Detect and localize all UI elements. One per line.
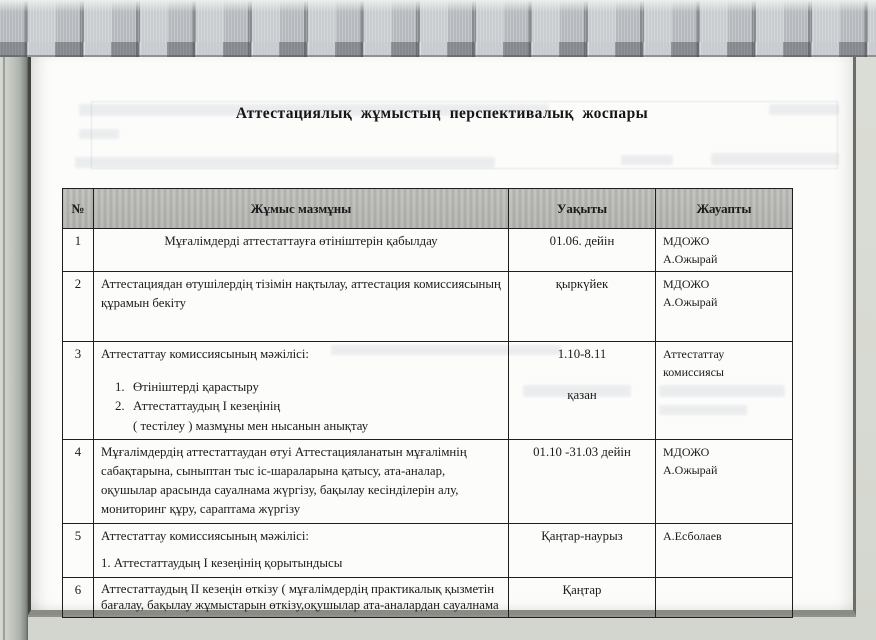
responsible-org: МДОЖО [663,277,710,291]
list-item-text: Аттестаттаудың I кезеңінің [133,399,281,414]
list-item [101,378,501,397]
time-cell: Қаңтар-наурыз [509,523,656,577]
list-item-continuation [101,417,501,436]
row-number-cell: 6 [63,577,94,618]
book-gutter-edge [0,57,28,640]
time-cell: 01.10 -31.03 дейін [509,439,656,523]
responsible-person: А.Ожырай [663,295,718,309]
row-number-cell: 5 [63,523,94,577]
header-cell-work-content: Жұмыс мазмұны [94,189,509,229]
responsible-cell [656,523,793,577]
bleedthrough-artifact [711,153,839,165]
responsible-person: А.Ожырай [663,252,718,266]
work-content-cell [94,523,509,577]
time-range: 1.10-8.11 [557,347,607,361]
responsible-cell [656,439,793,523]
time-cell: қыркүйек [509,272,656,342]
list-item-number [115,417,133,436]
list-item-number: 1. [115,380,125,395]
list-item-number: 2. [115,399,125,414]
work-content-cell: Аттестациядан өтушілердің тізімін нақтылау, аттестация комиссиясының құрамын бекіту [94,272,509,342]
responsible-cell [656,229,793,272]
row-number-cell: 4 [63,439,94,523]
responsible-org: МДОЖО [663,234,710,248]
bleedthrough-artifact [75,157,495,168]
list-item [101,397,501,416]
spacer [101,364,501,378]
comb-binding [0,0,876,57]
header-cell-time: Уақыты [509,189,656,229]
page-title: Аттестациялық жұмыстың перспективалық жоспары [235,105,649,122]
work-content-cell: Аттестаттаудың II кезеңін өткізу ( мұғалімдердің практикалық қызметін бағалау, бақылау жұмыстарын өткізу,оқушылар ата-аналардан сауалнама [94,577,509,618]
work-content-heading: Аттестаттау комиссиясының мәжілісі: [101,528,309,543]
table-row [63,272,793,342]
table-row [63,229,793,272]
table-row [63,439,793,523]
work-content-cell [94,342,509,440]
responsible-person: А.Ожырай [663,462,718,477]
responsible-cell [656,577,793,618]
responsible-org: МДОЖО [663,444,710,459]
row-number-cell: 1 [63,229,94,272]
list-item-text: ( тестілеу ) мазмұны мен нысанын анықтау [133,418,369,433]
responsible-person: А.Есболаев [663,528,722,543]
responsible-org: Аттестаттау комиссиясы [663,347,725,379]
table-row [63,523,793,577]
table-header-row [63,189,793,229]
row-number-cell: 3 [63,342,94,440]
table-row [63,342,793,440]
time-cell: Қаңтар [509,577,656,618]
bleedthrough-artifact [621,155,673,165]
row-number-cell: 2 [63,272,94,342]
bleedthrough-artifact [79,129,119,139]
time-month: қазан [567,388,597,403]
work-content-subitem: 1. Аттестаттаудың I кезеңінің қорытындысы [101,555,343,570]
table-row [63,577,793,618]
spacer [516,364,648,386]
scanned-page [28,57,856,615]
work-content-heading: Аттестаттау комиссиясының мәжілісі: [101,347,309,361]
attestation-plan-table [62,188,793,618]
work-content-cell: Мұғалімдерді аттестаттауға өтініштерін қабылдау [94,229,509,272]
list-item-text: Өтініштерді қарастыру [133,380,259,395]
header-cell-responsible: Жауапты [656,189,793,229]
spacer [101,546,501,554]
header-cell-number: № [63,189,94,229]
responsible-cell [656,342,793,440]
time-cell: 01.06. дейін [509,229,656,272]
work-content-cell: Мұғалімдердің аттестаттаудан өтуі Аттестацияланатын мұғалімнің сабақтарына, сыныптан тыс іс-шараларына қатысу, ата-аналар, оқушылар арасында сауалнама жүргізу, бақылау кесінділерін алу, мониторинг құру, сараптама жүргізу [94,439,509,523]
time-cell [509,342,656,440]
responsible-cell [656,272,793,342]
